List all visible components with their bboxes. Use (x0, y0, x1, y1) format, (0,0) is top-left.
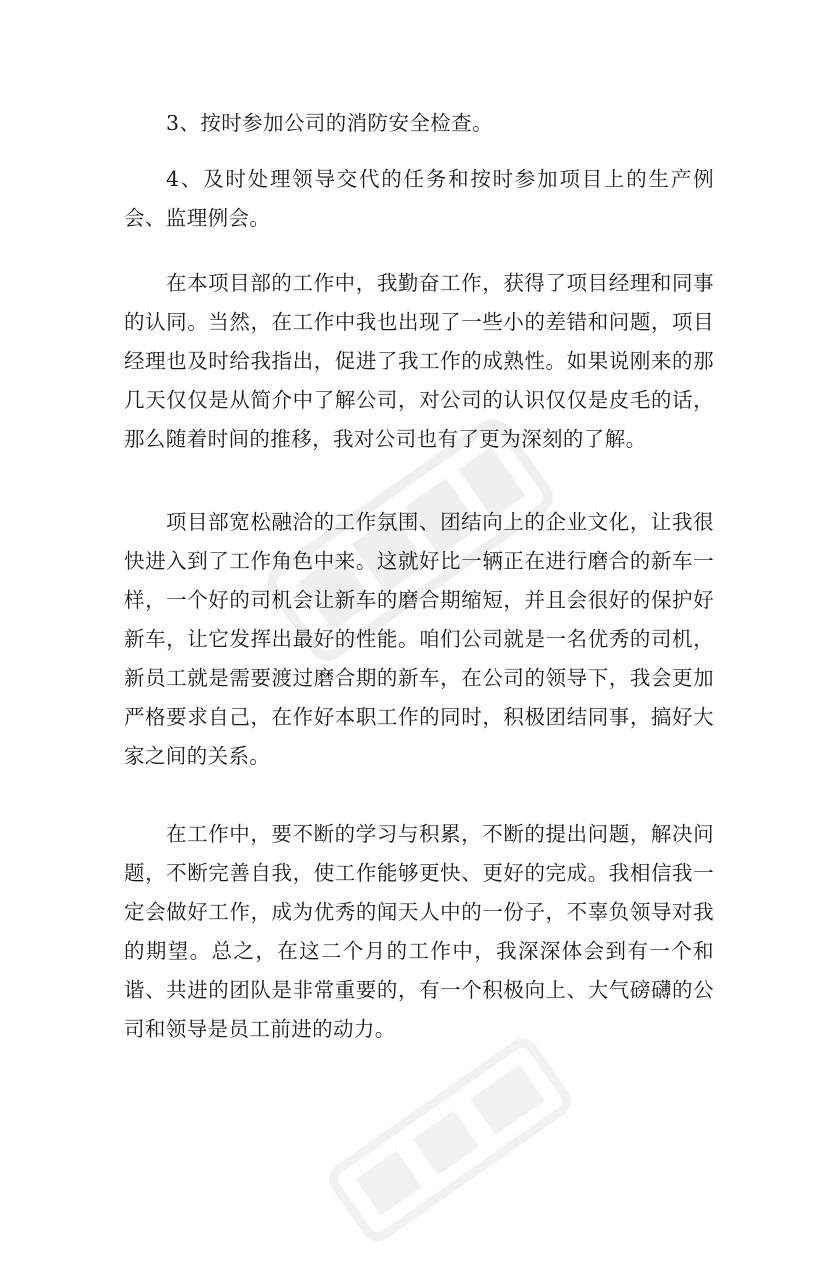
watermark-bottom-icon (309, 1016, 591, 1263)
paragraph-conclusion: 在工作中，要不断的学习与积累，不断的提出问题，解决问题，不断完善自我，使工作能够更快、更好的完成。我相信我一定会做好工作，成为优秀的闻天人中的一份子，不辜负领导对我的期望。总之，在这二个月的工作中，我深深体会到有一个和谐、共进的团队是非常重要的，有一个积极向上、大气磅礴的公司和领导是员工前进的动力。 (124, 822, 714, 1041)
paragraph-item-3: 3、按时参加公司的消防安全检查。 (166, 111, 493, 135)
paragraph-project-work: 在本项目部的工作中，我勤奋工作，获得了项目经理和同事的认同。当然，在工作中我也出现了一些小的差错和问题，项目经理也及时给我指出，促进了我工作的成熟性。如果说刚来的那几天仅仅是从简介中了解公司，对公司的认识仅仅是皮毛的话，那么随着时间的推移，我对公司也有了更为深刻的了解。 (124, 271, 714, 451)
paragraph-team-culture: 项目部宽松融洽的工作氛围、团结向上的企业文化，让我很快进入到了工作角色中来。这就好比一辆正在进行磨合的新车一样，一个好的司机会让新车的磨合期缩短，并且会很好的保护好新车，让它发挥出最好的性能。咱们公司就是一名优秀的司机，新员工就是需要渡过磨合期的新车，在公司的领导下，我会更加严格要求自己，在作好本职工作的同时，积极团结同事，搞好大家之间的关系。 (124, 510, 714, 768)
paragraph-item-4: 4、及时处理领导交代的任务和按时参加项目上的生产例会、监理例会。 (124, 167, 714, 230)
